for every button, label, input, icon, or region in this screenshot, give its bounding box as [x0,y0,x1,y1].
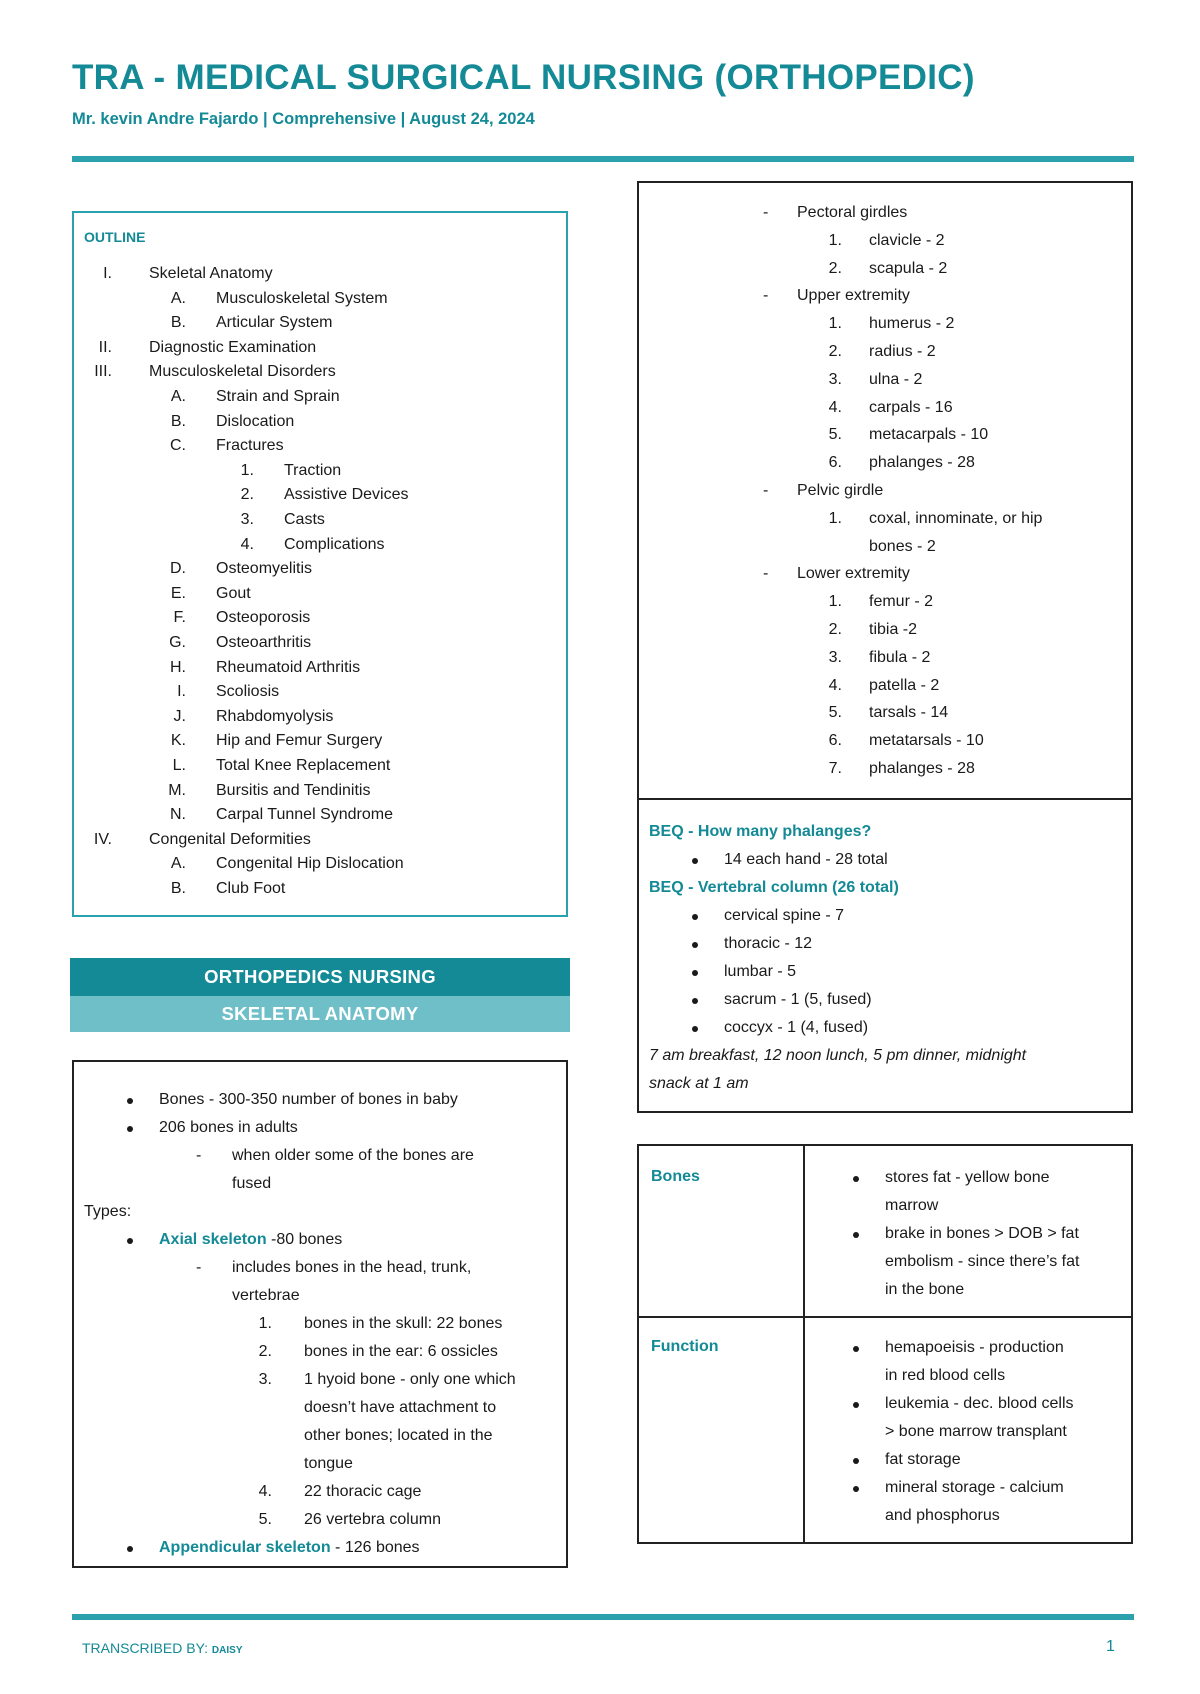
table-cell-text: leukemia - dec. blood cells [885,1395,1074,1412]
outline-marker: B. [170,314,186,332]
outline-marker: J. [173,707,186,725]
list-item: 26 vertebra column [304,1511,441,1528]
bullet-icon [127,1098,133,1104]
outline-item: Fractures [216,437,284,455]
outline-item: Hip and Femur Surgery [216,732,383,750]
list-number: 3. [828,370,842,388]
beq-answer: 14 each hand - 28 total [724,851,888,868]
list-number: 1. [258,1315,272,1332]
bone-count-item: bones - 2 [869,537,936,555]
list-number: 2. [828,259,842,277]
bone-count-item: metatarsals - 10 [869,732,984,750]
list-item: 206 bones in adults [159,1119,298,1136]
outline-item: Congenital Deformities [149,830,311,848]
outline-marker: D. [170,560,186,578]
bone-count-item: humerus - 2 [869,315,955,333]
bone-count-item: coxal, innominate, or hip [869,509,1043,527]
list-number: 2. [828,621,842,638]
bullet-icon [853,1402,859,1408]
bone-count-item: clavicle - 2 [869,231,945,249]
document-title: TRA - MEDICAL SURGICAL NURSING (ORTHOPEDIC) [72,58,975,97]
section-banner: ORTHOPEDICS NURSING [70,958,570,996]
bullet-icon [853,1346,859,1352]
vertebral-item: thoracic - 12 [724,935,813,952]
bullet-icon [853,1232,859,1238]
outline-item: Osteoarthritis [216,634,312,651]
list-number: 5. [828,704,842,722]
outline-marker: B. [170,412,186,430]
bone-count-item: patella - 2 [869,676,940,694]
list-item: 22 thoracic cage [304,1483,422,1500]
list-number: 6. [828,454,842,472]
list-item: doesn’t have attachment to [304,1399,497,1416]
vertebral-item: cervical spine - 7 [724,907,845,924]
beq-question-vertebral: BEQ - Vertebral column (26 total) [649,879,899,896]
bone-count-item: carpals - 16 [869,398,953,416]
bones-function-table [637,1144,1133,1544]
dash-marker: - [763,287,769,305]
vertebral-item: lumbar - 5 [724,963,797,980]
list-number: 6. [828,732,842,750]
outline-item: Osteomyelitis [216,560,313,578]
dash-marker: - [196,1259,202,1276]
bullet-icon [692,1026,698,1032]
list-item: bones in the ear: 6 ossicles [304,1343,498,1360]
list-item: Bones - 300-350 number of bones in baby [159,1091,458,1108]
bullet-icon [692,942,698,948]
table-cell-text: embolism - since there’s fat [885,1253,1080,1270]
outline-marker: III. [94,363,112,381]
appendicular-skeleton-count: - 126 bones [330,1539,420,1556]
table-cell-text: hemapoeisis - production [885,1339,1064,1356]
bullet-icon [692,858,698,864]
outline-item: Skeletal Anatomy [149,265,273,282]
list-number: 1. [828,315,842,333]
outline-marker: 4. [240,535,254,553]
outline-marker: G. [169,634,186,651]
table-column-divider [803,1146,805,1542]
outline-marker: F. [173,609,186,627]
table-cell-text: fat storage [885,1451,961,1468]
bone-count-item: femur - 2 [869,593,934,611]
outline-item: Osteoporosis [216,609,311,627]
list-item: bones in the skull: 22 bones [304,1315,503,1332]
dash-marker: - [196,1147,202,1164]
table-cell-text: in red blood cells [885,1367,1006,1384]
bone-group-label: Pectoral girdles [797,204,908,221]
list-number: 5. [258,1511,272,1528]
appendicular-skeleton-label: Appendicular skeleton [159,1539,331,1556]
bullet-icon [692,970,698,976]
outline-marker: I. [103,265,112,282]
page-number: 1 [1106,1638,1115,1655]
bullet-icon [127,1126,133,1132]
outline-item: Strain and Sprain [216,388,340,405]
list-number: 1. [828,593,842,611]
outline-item: Gout [216,584,251,602]
table-cell-text: and phosphorus [885,1507,1000,1524]
bullet-icon [853,1486,859,1492]
outline-box [72,211,568,917]
note-line: 7 am breakfast, 12 noon lunch, 5 pm dinner, midnight [649,1047,1027,1064]
outline-marker: 3. [240,511,254,528]
outline-marker: 2. [240,486,254,504]
outline-marker: IV. [93,830,112,848]
outline-marker: A. [170,855,186,873]
outline-item: Congenital Hip Dislocation [216,855,404,873]
vertebral-item: coccyx - 1 (4, fused) [724,1019,869,1036]
outline-item: Traction [284,461,342,479]
axial-skeleton-count: -80 bones [266,1231,343,1248]
list-number: 4. [828,676,842,694]
outline-marker: E. [170,584,186,602]
outline-item: Rhabdomyolysis [216,707,334,725]
outline-item: Scoliosis [216,683,280,701]
list-number: 2. [258,1343,272,1360]
header-divider [72,156,1134,162]
list-number: 1. [828,509,842,527]
table-row-label: Bones [651,1168,700,1185]
bone-count-item: radius - 2 [869,343,936,360]
outline-item: Total Knee Replacement [216,757,391,774]
list-number: 7. [828,760,842,777]
bullet-icon [853,1458,859,1464]
outline-marker: L. [172,757,186,774]
bone-count-item: metacarpals - 10 [869,426,989,444]
list-item: when older some of the bones are [232,1147,474,1164]
list-number: 4. [828,398,842,416]
beq-question-phalanges: BEQ - How many phalanges? [649,823,872,840]
outline-marker: A. [170,289,186,307]
outline-marker: A. [170,388,186,405]
list-item-continued: fused [232,1175,272,1192]
table-cell-text: stores fat - yellow bone [885,1169,1050,1186]
outline-item: Assistive Devices [284,486,409,504]
outline-item: Diagnostic Examination [149,338,317,356]
outline-item: Musculoskeletal Disorders [149,363,336,381]
footer-transcriber [82,1640,242,1656]
outline-item: Dislocation [216,412,295,430]
table-row-divider [639,1316,1131,1318]
table-cell-text: marrow [885,1197,939,1214]
table-row-label: Function [651,1338,719,1355]
outline-marker: M. [168,781,186,799]
list-number: 4. [258,1483,272,1500]
bullet-icon [853,1176,859,1182]
list-item: tongue [304,1455,353,1472]
list-item: 1 hyoid bone - only one which [304,1371,516,1388]
outline-item: Rheumatoid Arthritis [216,658,361,676]
document-subtitle: Mr. kevin Andre Fajardo | Comprehensive | August 24, 2024 [72,110,535,128]
appendicular-skeleton-item [159,1538,420,1558]
outline-item: Complications [284,535,385,553]
outline-item: Bursitis and Tendinitis [216,781,371,799]
outline-item: Musculoskeletal System [216,289,388,307]
dash-marker: - [763,204,769,221]
list-number: 3. [258,1371,272,1388]
axial-skeleton-label: Axial skeleton [159,1231,267,1248]
list-item-continued: vertebrae [232,1287,300,1304]
bone-group-label: Lower extremity [797,565,910,583]
outline-marker: I. [177,683,186,701]
vertebral-item: sacrum - 1 (5, fused) [724,991,872,1008]
dash-marker: - [763,482,769,499]
bone-count-item: fibula - 2 [869,648,931,666]
outline-item: Club Foot [216,880,286,897]
skeletal-anatomy-box [72,1060,568,1568]
types-label: Types: [84,1203,132,1220]
bone-count-item: tarsals - 14 [869,704,949,722]
beq-box [637,798,1133,1113]
list-number: 3. [828,648,842,666]
bone-count-box [637,181,1133,800]
subsection-banner: SKELETAL ANATOMY [70,996,570,1032]
bone-group-label: Upper extremity [797,287,910,305]
bullet-icon [127,1238,133,1244]
list-number: 5. [828,426,842,444]
table-cell-text: brake in bones > DOB > fat [885,1225,1079,1242]
footer-label: TRANSCRIBED BY: [82,1640,212,1656]
axial-skeleton-item [159,1230,342,1250]
bullet-icon [692,998,698,1004]
bone-count-item: phalanges - 28 [869,454,975,472]
table-cell-text: > bone marrow transplant [885,1423,1067,1440]
list-number: 1. [828,231,842,249]
outline-heading: OUTLINE [84,229,146,245]
bone-count-item: ulna - 2 [869,370,923,388]
outline-marker: II. [98,338,112,356]
outline-marker: 1. [240,461,254,479]
footer-transcriber-name: DAISY [211,1645,243,1656]
outline-item: Casts [284,511,325,528]
note-line-continued: snack at 1 am [649,1075,749,1092]
dash-marker: - [763,565,769,583]
outline-item: Articular System [216,314,333,332]
list-item: other bones; located in the [304,1427,493,1444]
list-item: includes bones in the head, trunk, [232,1259,472,1276]
outline-item: Carpal Tunnel Syndrome [216,806,393,824]
bone-count-item: tibia -2 [869,621,918,638]
outline-marker: H. [170,658,186,676]
bullet-icon [127,1546,133,1552]
footer-divider [72,1614,1134,1620]
table-cell-text: in the bone [885,1281,965,1298]
outline-marker: K. [170,732,186,750]
outline-marker: C. [170,437,186,455]
outline-marker: N. [170,806,186,824]
bone-count-item: phalanges - 28 [869,760,975,777]
bone-count-item: scapula - 2 [869,259,948,277]
outline-marker: B. [170,880,186,897]
table-cell-text: mineral storage - calcium [885,1479,1064,1496]
bone-group-label: Pelvic girdle [797,482,884,499]
list-number: 2. [828,343,842,360]
bullet-icon [692,914,698,920]
